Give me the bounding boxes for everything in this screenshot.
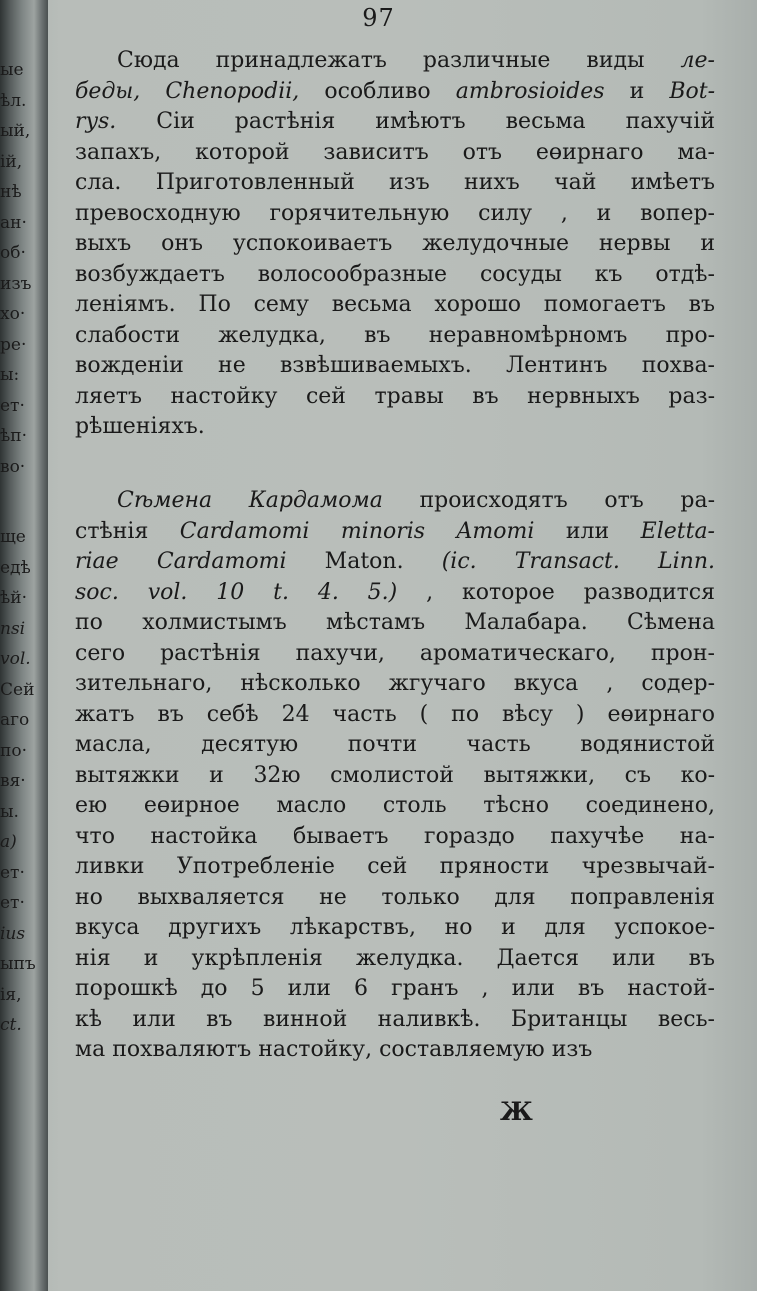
- text-line: rys. Сіи растѣнія имѣютъ весьма пахучій: [75, 109, 715, 134]
- prev-page-fragment: ще: [0, 527, 26, 547]
- prev-page-fragment: по·: [0, 740, 27, 761]
- prev-page-fragment: ій,: [0, 151, 23, 172]
- text-line: ма похваляютъ настойку, составляемую изъ: [75, 1037, 593, 1062]
- text-line: кѣ или въ винной наливкѣ. Британцы весь-: [75, 1006, 715, 1032]
- text-line: сего растѣнія пахучи, ароматическаго, прон-: [75, 640, 715, 666]
- catchword: Ж: [500, 1097, 533, 1126]
- prev-page-fragment: ыпъ: [0, 954, 36, 974]
- text-line: что настойка бываетъ гораздо пахучѣе на-: [75, 823, 715, 849]
- prev-page-fragment: едѣ: [0, 557, 31, 578]
- prev-page-fragment: Сей: [0, 679, 35, 700]
- prev-page-fragment: ѣп·: [0, 426, 27, 446]
- text-line: рѣшеніяхъ.: [75, 414, 205, 439]
- text-line: сла. Приготовленный изъ нихъ чай имѣетъ: [75, 170, 715, 195]
- prev-page-fragment: хо·: [0, 304, 26, 324]
- text-line: riae Cardamomi Maton. (ic. Transact. Linn.: [75, 549, 715, 574]
- text-line: по холмистымъ мѣстамъ Малабара. Сѣмена: [75, 610, 715, 635]
- page-number: 97: [362, 4, 395, 32]
- text-line: беды, Chenopodii, особливо ambrosioides и Bot-: [75, 78, 716, 104]
- text-line: ливки Употребленіе сей пряности чрезвычай-: [75, 854, 715, 879]
- prev-page-fragment: ы.: [0, 801, 19, 822]
- prev-page-fragment: вя·: [0, 771, 26, 791]
- prev-page-fragment: ет·: [0, 862, 25, 883]
- prev-page-fragment: об·: [0, 243, 26, 263]
- prev-page-fragment: изъ: [0, 273, 32, 294]
- prev-page-fragment: a): [0, 832, 17, 852]
- text-line: возбуждаетъ волосообразные сосуды къ отдѣ-: [75, 261, 715, 287]
- text-line: ляетъ настойку сей травы въ нервныхъ раз-: [75, 383, 715, 409]
- text-line: леніямъ. По сему весьма хорошо помогаетъ въ: [75, 292, 715, 317]
- paragraph-lebeda: [75, 46, 715, 443]
- text-line: зительнаго, нѣсколько жгучаго вкуса , содер-: [75, 671, 715, 696]
- text-line: вкуса другихъ лѣкарствъ, но и для успокое-: [75, 915, 715, 940]
- previous-page-edge: [0, 0, 40, 1291]
- prev-page-fragment: vol.: [0, 649, 31, 669]
- prev-page-fragment: ct.: [0, 1015, 22, 1035]
- text-line: вытяжки и 32ю смолистой вытяжки, съ ко-: [75, 762, 715, 788]
- paragraph-cardamom: [75, 486, 715, 1066]
- prev-page-fragment: ет·: [0, 395, 25, 416]
- text-line: порошкѣ до 5 или 6 гранъ , или въ настой-: [75, 976, 715, 1001]
- text-line: жатъ въ себѣ 24 часть ( по вѣсу ) eөирнаго: [75, 701, 715, 727]
- text-line: но выхваляется не только для поправленія: [75, 884, 715, 910]
- text-line: слабости желудка, въ неравномѣрномъ про-: [75, 322, 715, 348]
- prev-page-fragment: ан·: [0, 212, 27, 233]
- prev-page-fragment: nsi: [0, 618, 26, 639]
- text-line: выхъ онъ успокоиваетъ желудочные нервы и: [75, 231, 715, 256]
- text-line: Сѣмена Кардамома происходятъ отъ ра-: [117, 488, 716, 513]
- prev-page-fragment: ый,: [0, 121, 31, 141]
- prev-page-fragment: ре·: [0, 334, 27, 355]
- text-line: запахъ, которой зависитъ отъ eөирнаго ма-: [75, 139, 715, 165]
- prev-page-fragment: ѣй·: [0, 588, 27, 608]
- text-line: нія и укрѣпленія желудка. Дается или въ: [75, 945, 715, 971]
- prev-page-fragment: ius: [0, 923, 26, 944]
- prev-page-fragment: ые: [0, 60, 24, 80]
- prev-page-fragment: ы:: [0, 365, 20, 385]
- prev-page-fragment: нѣ: [0, 182, 22, 202]
- text-line: масла, десятую почти часть водянистой: [75, 732, 715, 757]
- text-line: soc. vol. 10 t. 4. 5.) , которое разводится: [75, 579, 715, 605]
- prev-page-fragment: во·: [0, 456, 26, 477]
- text-line: вожденіи не взвѣшиваемыхъ. Лентинъ похва-: [75, 353, 715, 378]
- prev-page-fragment: ѣл.: [0, 90, 27, 111]
- prev-page-fragment: ія,: [0, 984, 22, 1005]
- text-line: стѣнія Cardamomi minoris Amomi или Eletta-: [75, 518, 715, 544]
- text-line: ею eөирное масло столь тѣсно соединено,: [75, 793, 715, 818]
- text-line: превосходную горячительную силу , и вопер-: [75, 200, 715, 226]
- prev-page-fragment: ет·: [0, 893, 25, 913]
- text-line: Сюда принадлежатъ различные виды ле-: [117, 48, 715, 73]
- prev-page-fragment: аго: [0, 710, 30, 730]
